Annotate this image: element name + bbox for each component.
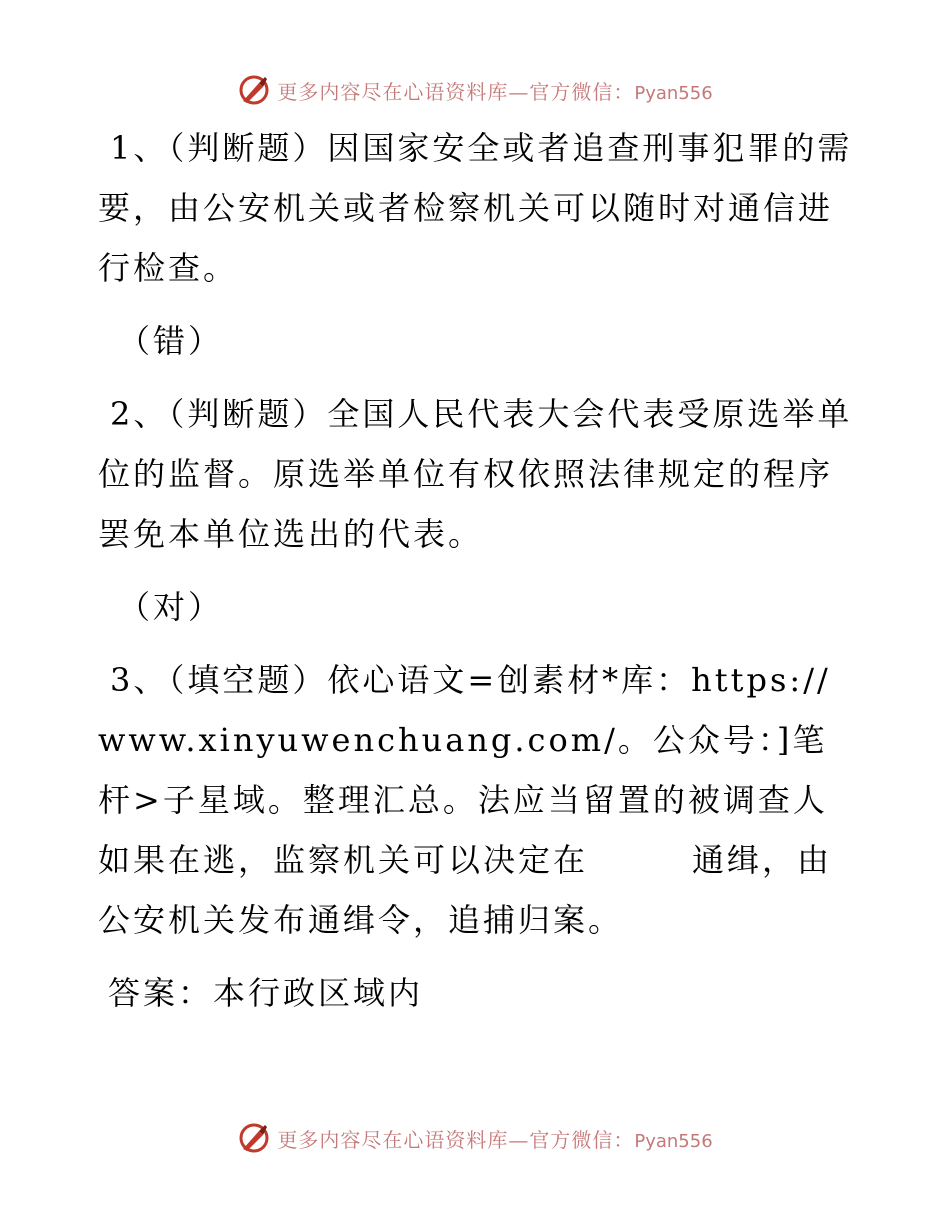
header-banner [0,70,950,110]
question-2 [98,384,854,564]
question-3-text-before: 3、（填空题）依心语文=创素材*库：https://www.xinyuwenchuang.com/。公众号：]笔杆>子星域。整理汇总。法应当留置的被调查人如果在逃，监察机关可以决定在 [98,661,831,879]
banner-brand: Pyan556 [634,82,713,104]
answer-2: （对） [118,588,224,626]
question-1-text: 1、（判断题）因国家安全或者追查刑事犯罪的需要，由公安机关或者检察机关可以随时对通信进行检查。 [98,129,853,287]
banner-label: 更多内容尽在心语资料库—官方微信： [277,1127,635,1152]
answer-3: 答案：本行政区域内 [108,974,424,1012]
banner-text [277,1124,712,1153]
question-3-text-after: 通缉，由公安机关发布通缉令，追捕归案。 [98,841,833,939]
banner-label: 更多内容尽在心语资料库—官方微信： [277,79,635,104]
banner-brand: Pyan556 [634,1130,713,1152]
document-body [98,118,854,1036]
question-2-text: 2、（判断题）全国人民代表大会代表受原选举单位的监督。原选举单位有权依照法律规定的程序罢免本单位选出的代表。 [98,395,853,553]
pen-logo-icon [237,1121,271,1155]
pen-logo-icon [237,73,271,107]
banner-text [277,76,712,105]
footer-banner [0,1118,950,1158]
question-3 [98,650,854,950]
question-1 [98,118,854,298]
answer-1: （错） [118,322,224,360]
